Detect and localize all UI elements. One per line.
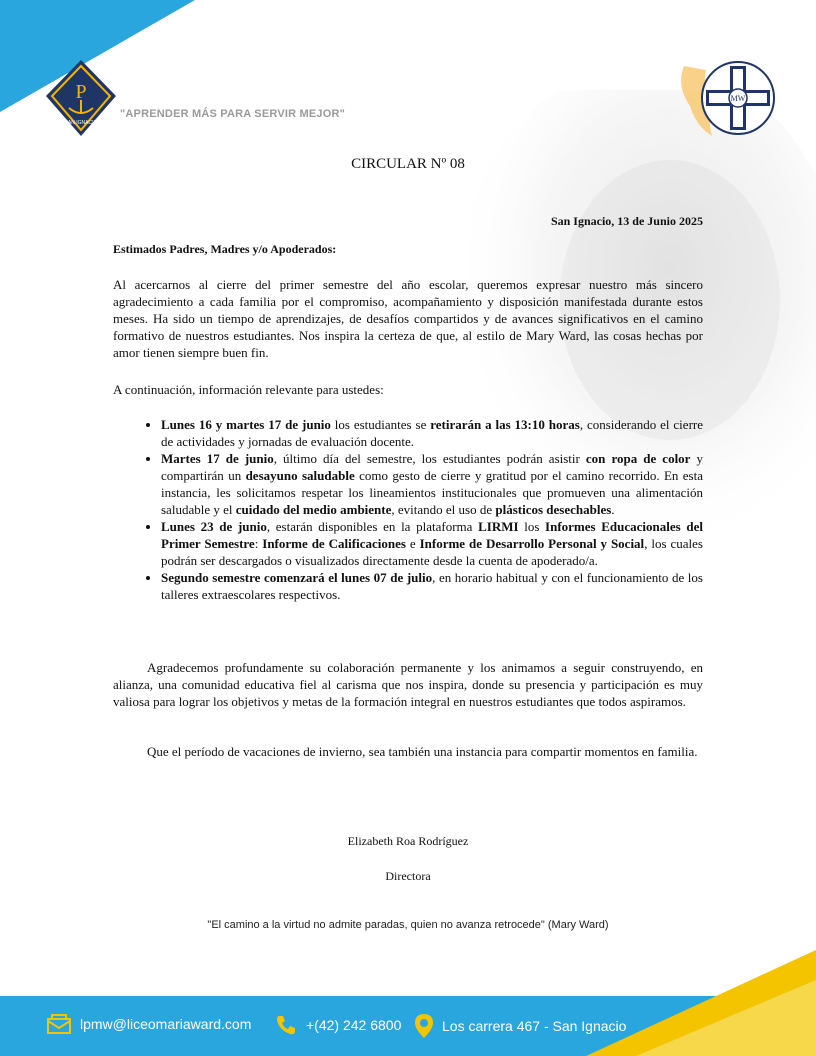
- mail-icon: [46, 1013, 72, 1035]
- corner-decoration-bottom: [566, 950, 816, 1056]
- lead-paragraph: A continuación, información relevante para ustedes:: [113, 382, 384, 397]
- announcement-list: [113, 416, 703, 603]
- footer-phone[interactable]: [274, 1013, 401, 1037]
- svg-text:P: P: [75, 81, 87, 103]
- school-slogan: "APRENDER MÁS PARA SERVIR MEJOR": [120, 108, 346, 120]
- circular-title: CIRCULAR Nº 08: [351, 156, 465, 172]
- footer-address[interactable]: [414, 1013, 626, 1039]
- signer-role: Directora: [385, 869, 431, 883]
- mary-ward-crest: [676, 56, 776, 140]
- footer-phone-text: +(42) 242 6800: [306, 1017, 402, 1033]
- list-item: • Lunes 23 de junio, estarán disponibles en la plataforma LIRMI los Informes Educacionales del Primer Semestre: Informe de Calificaciones e Informe de Desarrollo Personal y Social, los cuales podrán ser descargados o visualizados directamente desde la cuenta de apoderado/a.: [161, 518, 703, 569]
- footer-email[interactable]: [46, 1013, 251, 1035]
- list-item: • Martes 17 de junio, último día del semestre, los estudiantes podrán asistir con ropa de color y compartirán un desayuno saludable como gesto de cierre y gratitud por el camino recorrido. En esta instancia, les solicitamos respetar los lineamientos institucionales que promueven una alimentación saludable y el cuidado del medio ambiente, evitando el uso de plásticos desechables.: [161, 450, 703, 518]
- closing-paragraph: Agradecemos profundamente su colaboración permanente y los animamos a seguir construyendo, en alianza, una comunidad educativa fiel al carisma que nos inspira, donde su presencia y participación es muy valiosa para lograr los objetivos y metas de la formación integral en nuestros estudiantes que todos aspiramos.: [113, 660, 703, 709]
- mary-ward-quote: "El camino a la virtud no admite paradas, quien no avanza retrocede" (Mary Ward): [207, 919, 609, 931]
- phone-icon: [274, 1013, 298, 1037]
- greeting: Estimados Padres, Madres y/o Apoderados:: [113, 242, 337, 256]
- footer-address-text: Los carrera 467 - San Ignacio: [442, 1018, 627, 1034]
- svg-text:MW: MW: [730, 94, 746, 103]
- wish-paragraph: Que el período de vacaciones de invierno, sea también una instancia para compartir momentos en familia.: [147, 744, 698, 759]
- signer-name: Elizabeth Roa Rodríguez: [347, 834, 469, 848]
- school-logo: [44, 58, 118, 138]
- list-item: • Segundo semestre comenzará el lunes 07 de julio, en horario habitual y con el funcionamiento de los talleres extraescolares respectivos.: [161, 569, 703, 603]
- svg-text:SAN IGNACIO: SAN IGNACIO: [64, 120, 98, 126]
- list-item: • Lunes 16 y martes 17 de junio los estudiantes se retirarán a las 13:10 horas, considerando el cierre de actividades y jornadas de evaluación docente.: [161, 416, 703, 450]
- intro-paragraph: Al acercarnos al cierre del primer semestre del año escolar, queremos expresar nuestro más sincero agradecimiento a cada familia por el compromiso, acompañamiento y disposición manifestada durante estos meses. Ha sido un tiempo de aprendizajes, de desafíos compartidos y de avances significativos en el camino formativo de nuestros estudiantes. Nos inspira la certeza de que, al estilo de Mary Ward, las cosas hechas por amor tienen siempre buen fin.: [113, 277, 703, 360]
- footer-email-text: lpmw@liceomariaward.com: [80, 1016, 252, 1032]
- circular-date: San Ignacio, 13 de Junio 2025: [550, 214, 703, 228]
- location-pin-icon: [414, 1013, 434, 1039]
